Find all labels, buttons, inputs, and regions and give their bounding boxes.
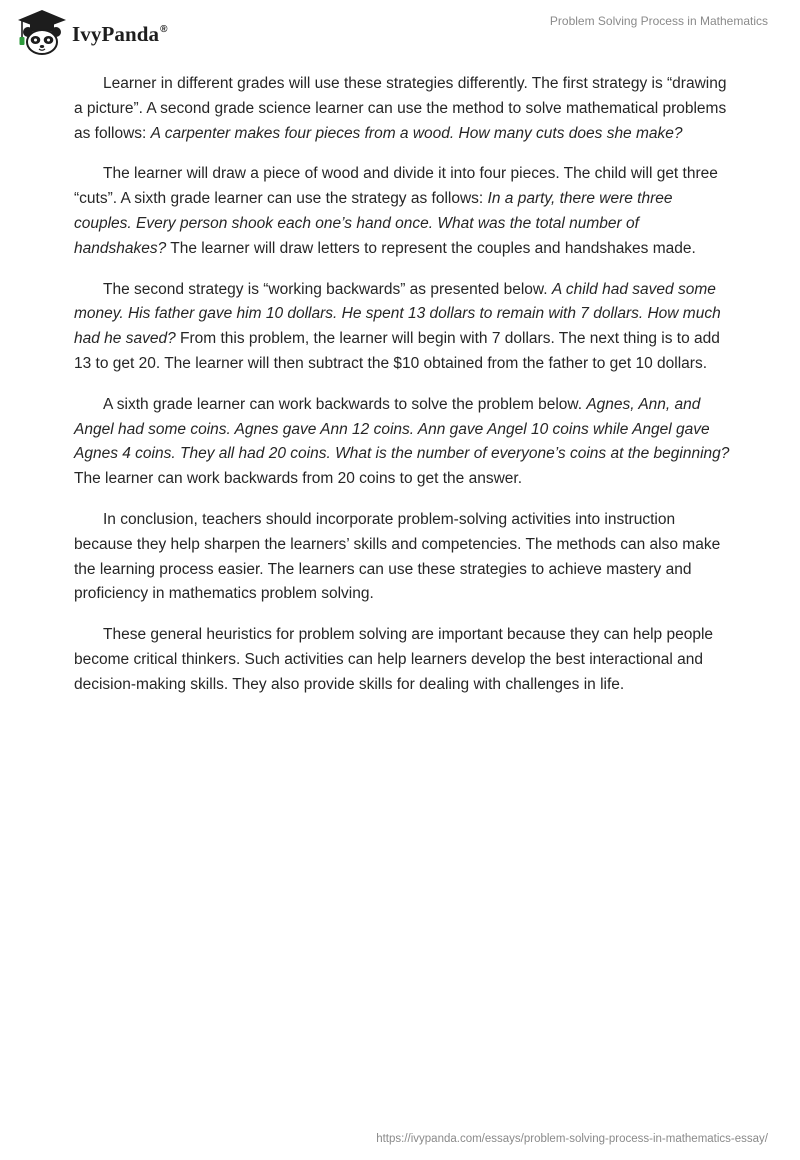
paragraph-text: From this problem, the learner will begin with 7 dollars. The next thing is to add 13 to get 20. The learner will then subtract the $10 obtained from the father to get 10 dollars. (74, 330, 720, 372)
paragraph (74, 623, 730, 697)
brand-name (72, 22, 168, 47)
paragraph (74, 393, 730, 492)
panda-graduate-icon (14, 8, 70, 56)
example-problem-text: In a party, there were three couples. Every person shook each one’s hand once. What was the total number of handshakes? (74, 190, 673, 257)
paragraph-text: The learner will draw a piece of wood and divide it into four pieces. The child will get three “cuts”. A sixth grade learner can use the strategy as follows: (74, 165, 718, 208)
paragraph (74, 508, 730, 607)
paragraph-text: In conclusion, teachers should incorporate problem-solving activities into instruction because they help sharpen the learners’ skills and competencies. The methods can also make the learning process easier. The learners can use these strategies to achieve mastery and proficiency in mathematics problem solving. (74, 510, 721, 603)
brand-name-text: IvyPanda (72, 21, 160, 46)
paragraph (74, 72, 730, 146)
brand-logo[interactable] (14, 8, 168, 56)
page-url[interactable]: https://ivypanda.com/essays/problem-solving-process-in-mathematics-essay/ (376, 1133, 768, 1145)
paragraph-text: The second strategy is “working backwards” as presented below. (103, 280, 552, 298)
essay-body (74, 72, 730, 714)
page-header (0, 0, 800, 60)
paragraph-text: The learner will draw letters to represent the couples and handshakes made. (166, 239, 696, 257)
paragraph-text: These general heuristics for problem solving are important because they can help people become critical thinkers. Such activities can help learners develop the best interactional and decision-making skills. They also provide skills for dealing with challenges in life. (74, 626, 714, 693)
paragraph (74, 278, 730, 377)
paragraph-text: The learner can work backwards from 20 coins to get the answer. (74, 470, 522, 488)
paragraph-text: A sixth grade learner can work backwards to solve the problem below. (103, 395, 587, 413)
example-problem-text: Agnes, Ann, and Angel had some coins. Agnes gave Ann 12 coins. Ann gave Angel 10 coins while Angel gave Agnes 4 coins. They all had 20 coins. What is the number of everyone’s coins at the beginning? (74, 395, 730, 463)
paragraph-text: Learner in different grades will use these strategies differently. The first strategy is “drawing a picture”. A second grade science learner can use the method to solve mathematical problems as follows: (74, 75, 727, 142)
example-problem-text: A child had saved some money. His father gave him 10 dollars. He spent 13 dollars to remain with 7 dollars. How much had he saved? (74, 280, 721, 348)
running-title: Problem Solving Process in Mathematics (549, 14, 768, 28)
example-problem-text: A carpenter makes four pieces from a wood. How many cuts does she make? (150, 124, 683, 142)
paragraph (74, 162, 730, 261)
registered-mark: ® (160, 23, 168, 35)
